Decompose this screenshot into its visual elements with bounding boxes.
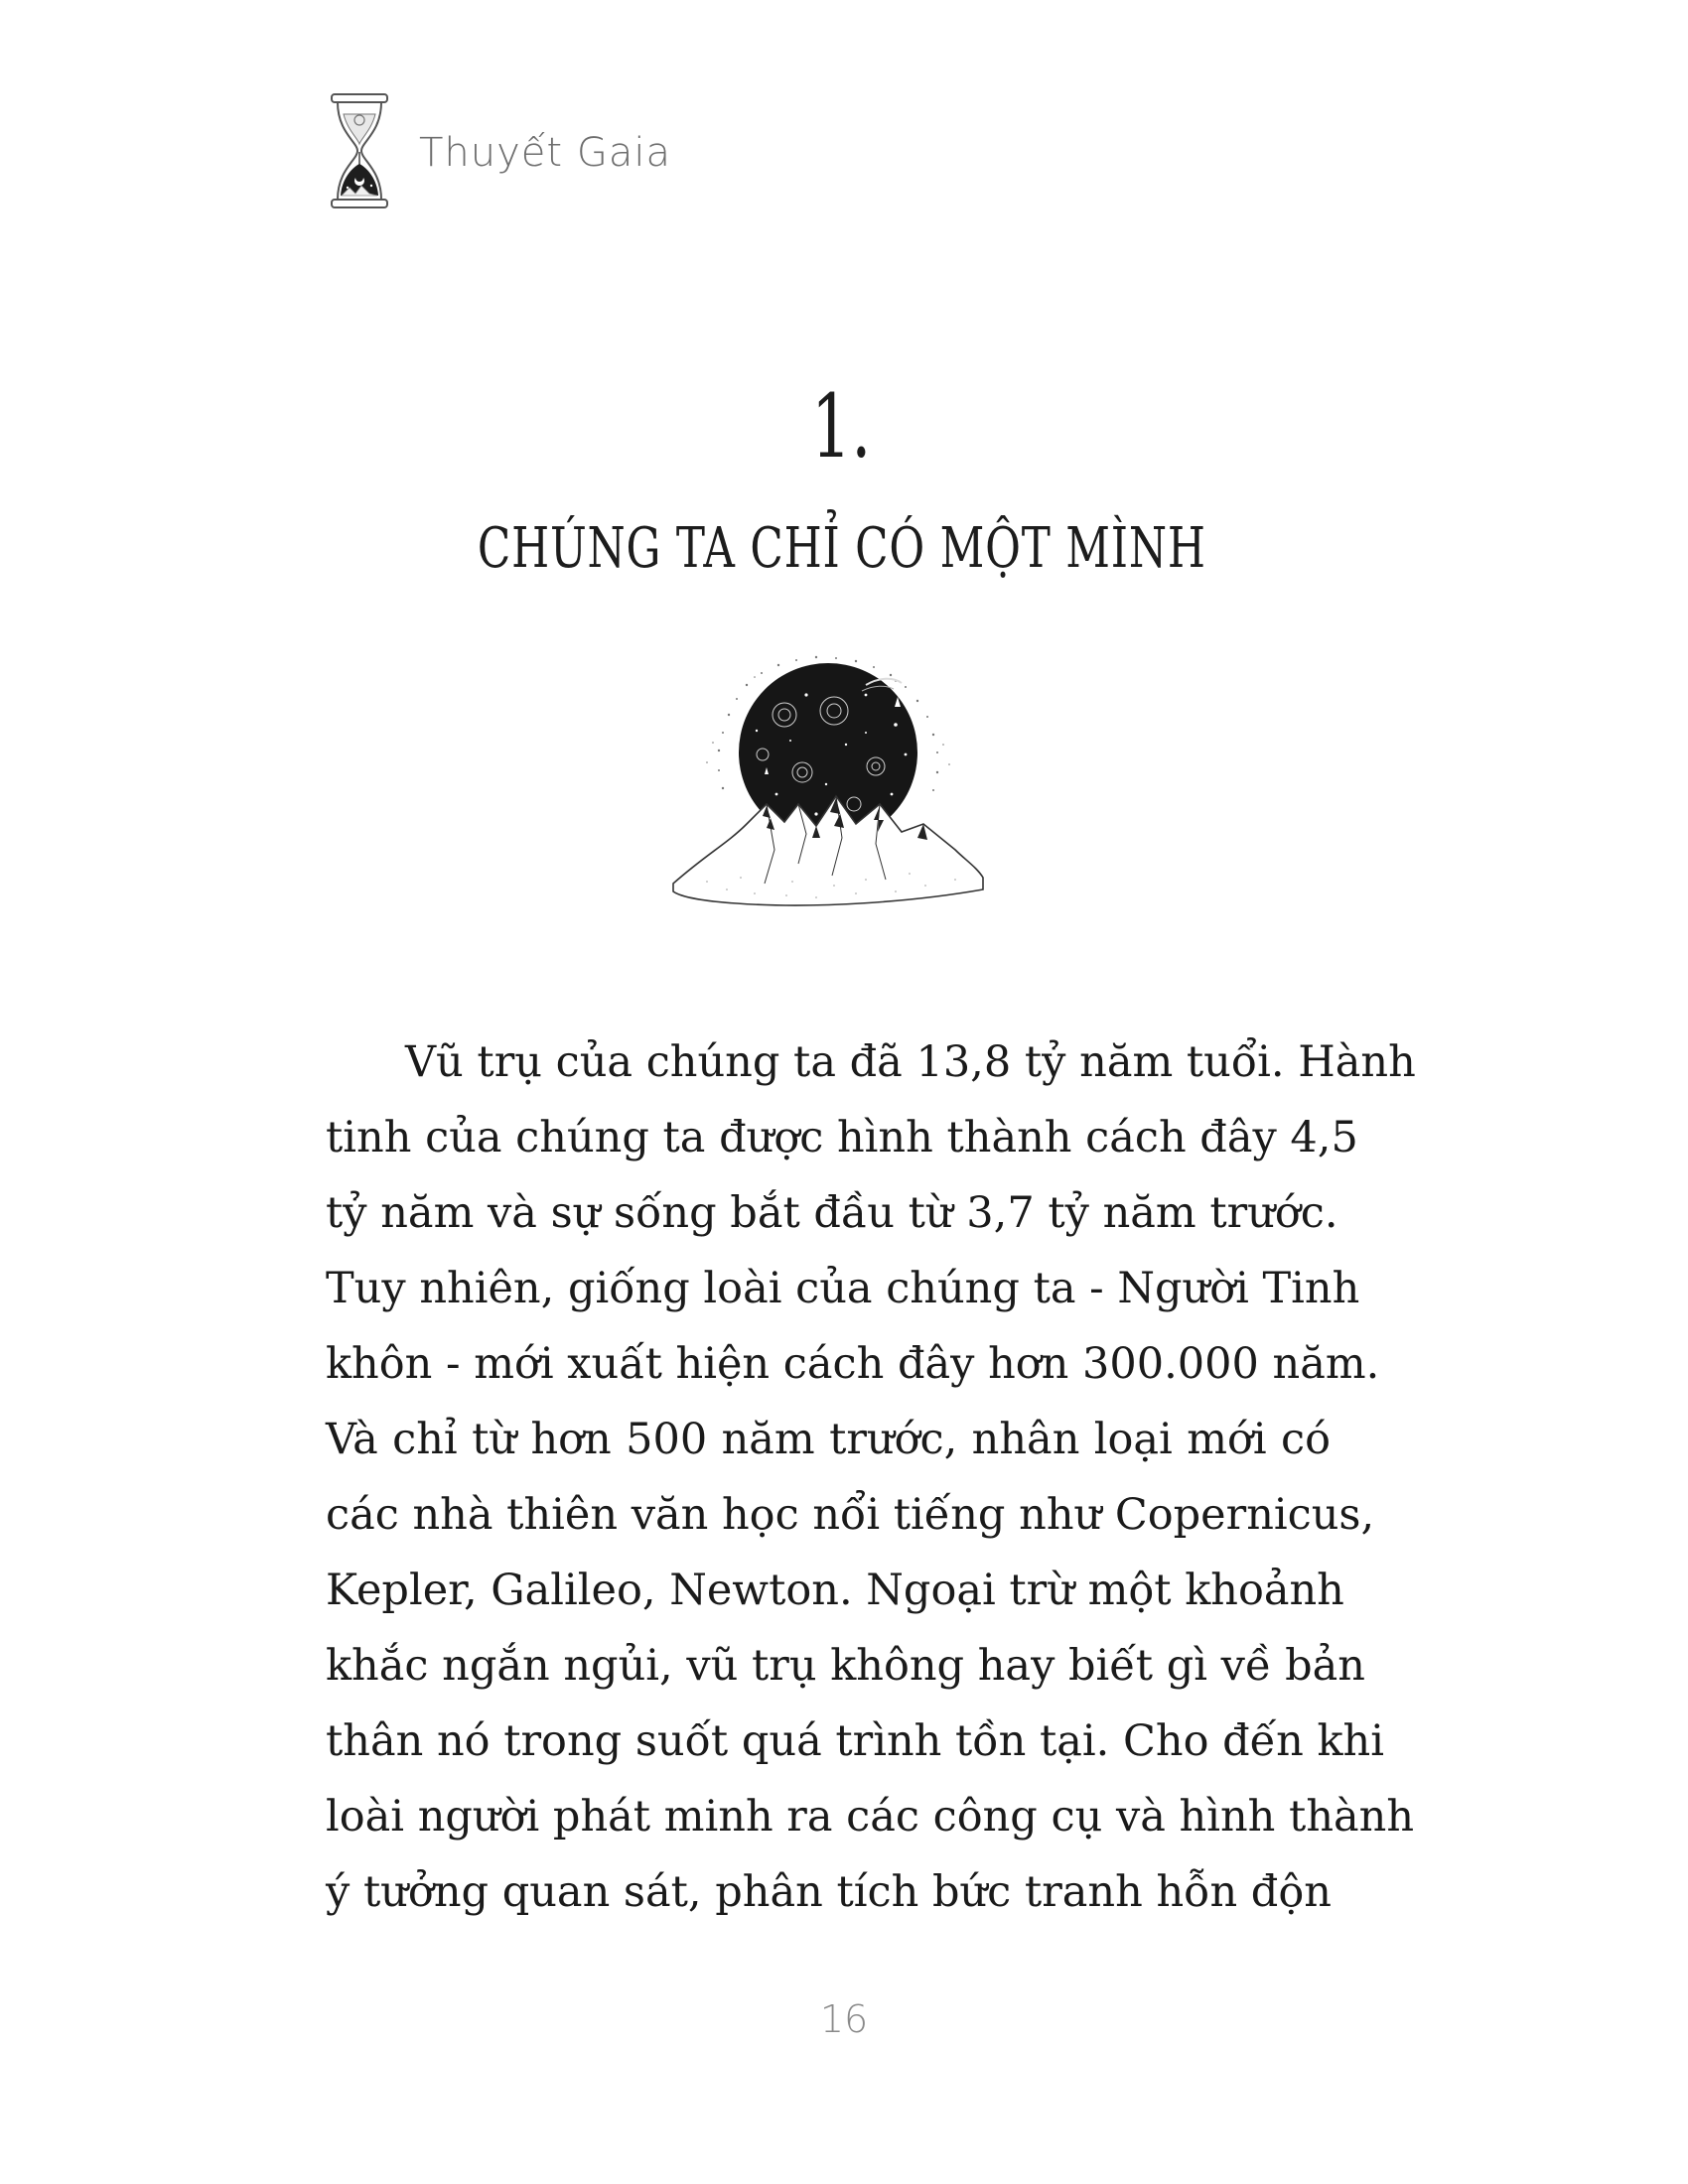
body-line: Vũ trụ của chúng ta đã 13,8 tỷ năm tuổi. Hành [405,1037,1416,1087]
page-number: 16 [819,1997,869,2041]
body-line: Và chỉ từ hơn 500 năm trước, nhân loại mới có [326,1415,1331,1464]
chapter-title: CHÚNG TA CHỈ CÓ MỘT MÌNH [477,516,1206,581]
body-line: thân nó trong suốt quá trình tồn tại. Cho đến khi [326,1716,1384,1766]
moon-over-mountains-illustration [667,655,985,923]
chapter-number: 1. [810,375,872,478]
body-line: loài người phát minh ra các công cụ và hình thành [326,1792,1415,1842]
body-line: tỷ năm và sự sống bắt đầu từ 3,7 tỷ năm trước. [326,1188,1338,1238]
running-title: Thuyết Gaia [419,130,671,176]
body-paragraph [326,1024,1416,1930]
body-line: Kepler, Galileo, Newton. Ngoại trừ một khoảnh [326,1566,1344,1615]
body-line: Tuy nhiên, giống loài của chúng ta - Người Tinh [326,1264,1360,1313]
body-line: khôn - mới xuất hiện cách đây hơn 300.000 năm. [326,1339,1380,1389]
body-line: khắc ngắn ngủi, vũ trụ không hay biết gì về bản [326,1641,1365,1691]
hourglass-icon [328,92,391,209]
running-header [328,91,671,210]
body-line: ý tưởng quan sát, phân tích bức tranh hỗn độn [326,1867,1332,1917]
body-line: tinh của chúng ta được hình thành cách đây 4,5 [326,1113,1358,1162]
body-line: các nhà thiên văn học nổi tiếng như Copernicus, [326,1490,1375,1540]
